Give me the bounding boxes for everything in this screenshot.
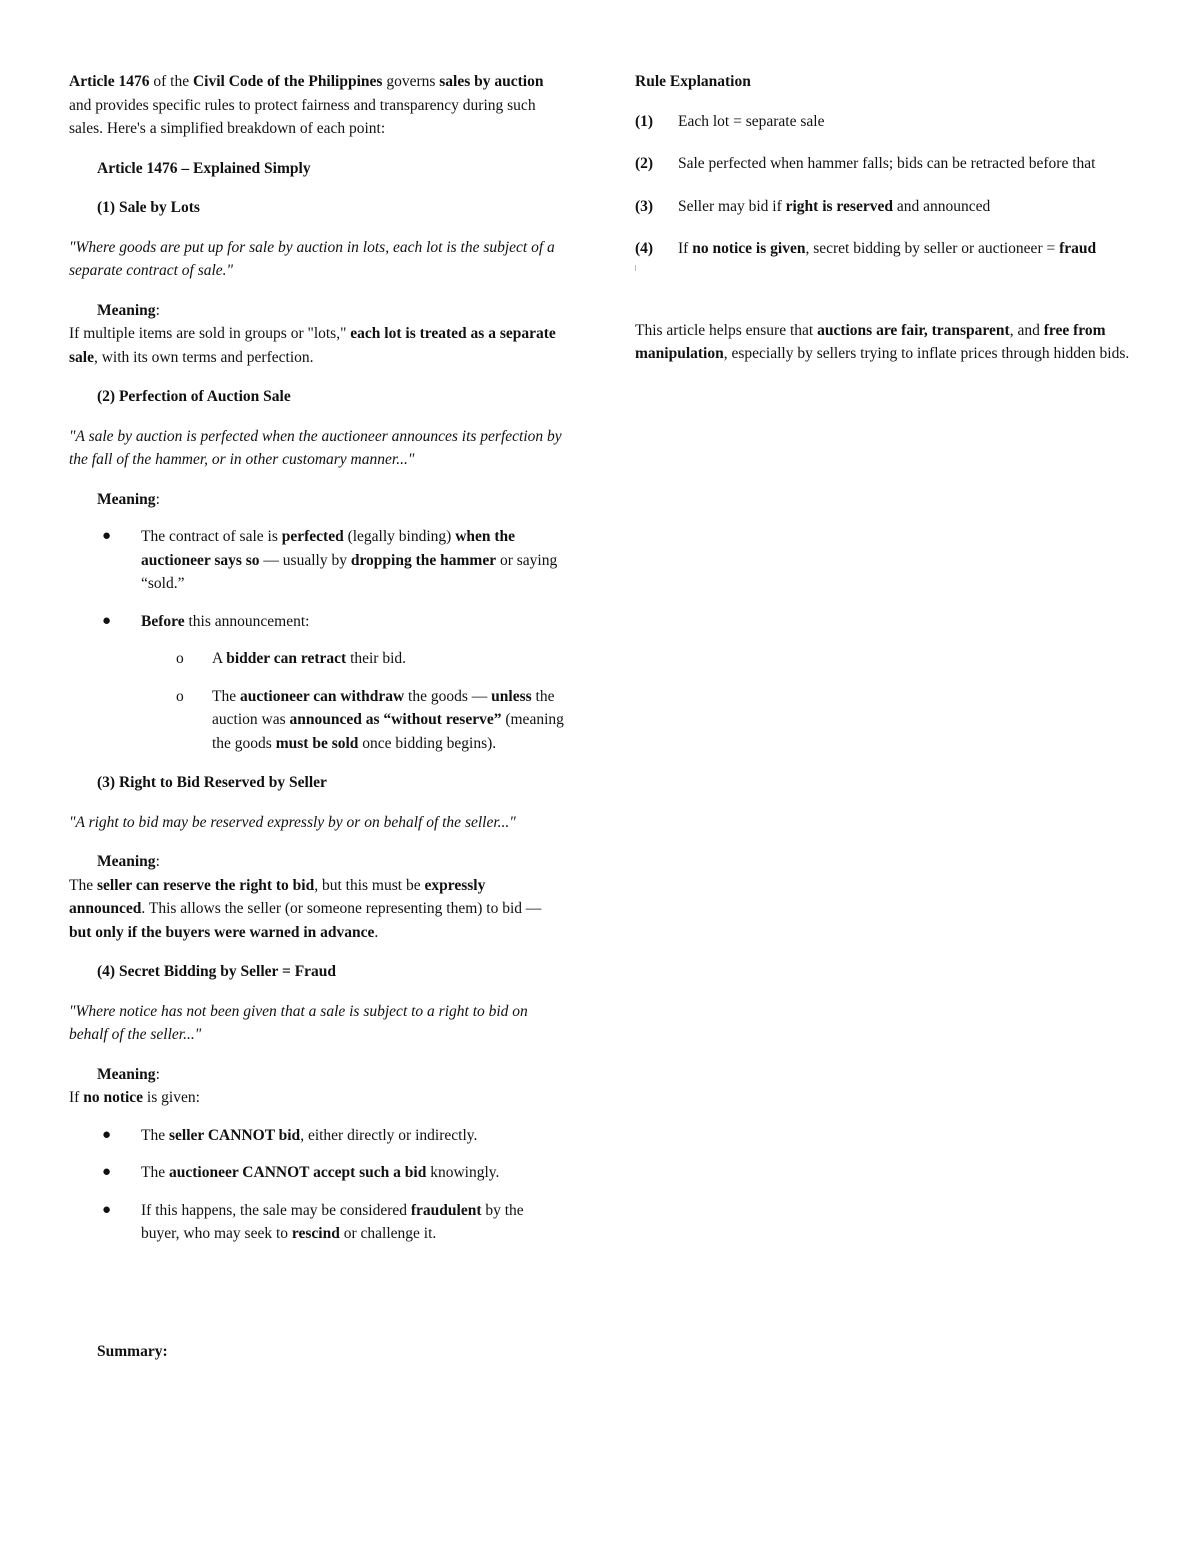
- section-1-heading: (1) Sale by Lots: [97, 199, 200, 216]
- table-row: [635, 237, 1128, 261]
- rule-number: (2): [635, 155, 654, 172]
- rule-number: (1): [635, 112, 654, 130]
- bullet-icon: ●: [102, 1164, 112, 1180]
- list-item: ● If this happens, the sale may be considered fraudulent by the buyer, who may seek to rescind or challenge it.: [69, 1199, 564, 1246]
- intro-paragraph: Article 1476 of the Civil Code of the Philippines governs sales by auction and provides specific rules to protect fairness and transparency during such sales. Here's a simplified breakdown of each point:: [69, 73, 544, 137]
- list-item: ● Before this announcement: o A bidder can retract their bid. o The auctioneer can withdraw the goods — unless the auction was announced as “without reserve” (meaning the goods must be sold once bidding begins).: [69, 610, 564, 756]
- section-1-meaning-label: Meaning:: [97, 301, 160, 319]
- list-item: o The auctioneer can withdraw the goods — unless the auction was announced as “without reserve” (meaning the goods must be sold once bidding begins).: [69, 685, 564, 756]
- table-row: [635, 195, 1128, 219]
- rule-explanation: Each lot = separate sale: [678, 112, 825, 130]
- table-header: [635, 70, 1135, 94]
- rule-explanation: Seller may bid if right is reserved and announced: [678, 197, 991, 215]
- section-4-meaning-text: If no notice is given:: [69, 1089, 200, 1106]
- list-item: o A bidder can retract their bid.: [69, 647, 564, 671]
- section-2-quote: "A sale by auction is perfected when the auctioneer announces its perfection by the fall of the hammer, or in other customary manner...": [69, 427, 562, 468]
- section-3-meaning-label: Meaning:: [97, 853, 160, 870]
- section-2-meaning-label: Meaning:: [97, 490, 160, 508]
- main-heading: Article 1476 – Explained Simply: [97, 159, 311, 177]
- circle-bullet-icon: o: [176, 650, 184, 667]
- table-row: [635, 110, 1128, 134]
- section-2-heading: (2) Perfection of Auction Sale: [97, 388, 291, 405]
- circle-bullet-icon: o: [176, 687, 184, 705]
- rule-number: (4): [635, 240, 654, 257]
- list-item: ● The seller CANNOT bid, either directly or indirectly.: [69, 1124, 564, 1148]
- section-3-heading: (3) Right to Bid Reserved by Seller: [97, 774, 327, 791]
- bullet-icon: ●: [102, 1126, 112, 1143]
- section-2-sub-list: [141, 647, 564, 755]
- list-item: ● The contract of sale is perfected (legally binding) when the auctioneer says so — usually by dropping the hammer or saying “sold.”: [69, 525, 564, 596]
- section-1-meaning-text: If multiple items are sold in groups or "lots," each lot is treated as a separate sale, with its own terms and perfection.: [69, 325, 556, 366]
- rule-number: (3): [635, 197, 654, 215]
- section-3-meaning-text: The seller can reserve the right to bid, but this must be expressly announced. This allows the seller (or someone representing them) to bid — but only if the buyers were warned in advance.: [69, 876, 542, 941]
- rule-explanation: If no notice is given, secret bidding by seller or auctioneer = fraud: [678, 240, 1097, 257]
- section-1-quote: "Where goods are put up for sale by auction in lots, each lot is the subject of a separate contract of sale.": [69, 238, 555, 279]
- section-3-quote: "A right to bid may be reserved expressly by or on behalf of the seller...": [69, 813, 516, 831]
- rules-table: [635, 110, 1128, 261]
- section-4-meaning-label: Meaning:: [97, 1065, 160, 1083]
- bullet-icon: ●: [102, 1201, 112, 1218]
- table-row: [635, 152, 1128, 176]
- bullet-icon: ●: [102, 612, 112, 629]
- rule-explanation: Sale perfected when hammer falls; bids can be retracted before that: [678, 155, 1096, 172]
- table-header-rule: Rule: [635, 73, 666, 90]
- section-4-quote: "Where notice has not been given that a sale is subject to a right to bid on behalf of the seller...": [69, 1002, 528, 1043]
- left-column: [69, 70, 564, 1363]
- table-header-explanation: Explanation: [669, 73, 751, 90]
- bullet-icon: ●: [102, 528, 112, 544]
- divider-mark: [635, 261, 1135, 283]
- right-column: [635, 70, 1135, 366]
- section-4-bullet-list: [69, 1124, 564, 1246]
- list-item: ● The auctioneer CANNOT accept such a bid knowingly.: [69, 1161, 564, 1185]
- summary-label: Summary:: [97, 1342, 168, 1360]
- conclusion-paragraph: This article helps ensure that auctions are fair, transparent, and free from manipulation, especially by sellers trying to inflate prices through hidden bids.: [635, 321, 1130, 362]
- section-4-heading: (4) Secret Bidding by Seller = Fraud: [97, 963, 337, 980]
- section-2-bullet-list: [69, 525, 564, 755]
